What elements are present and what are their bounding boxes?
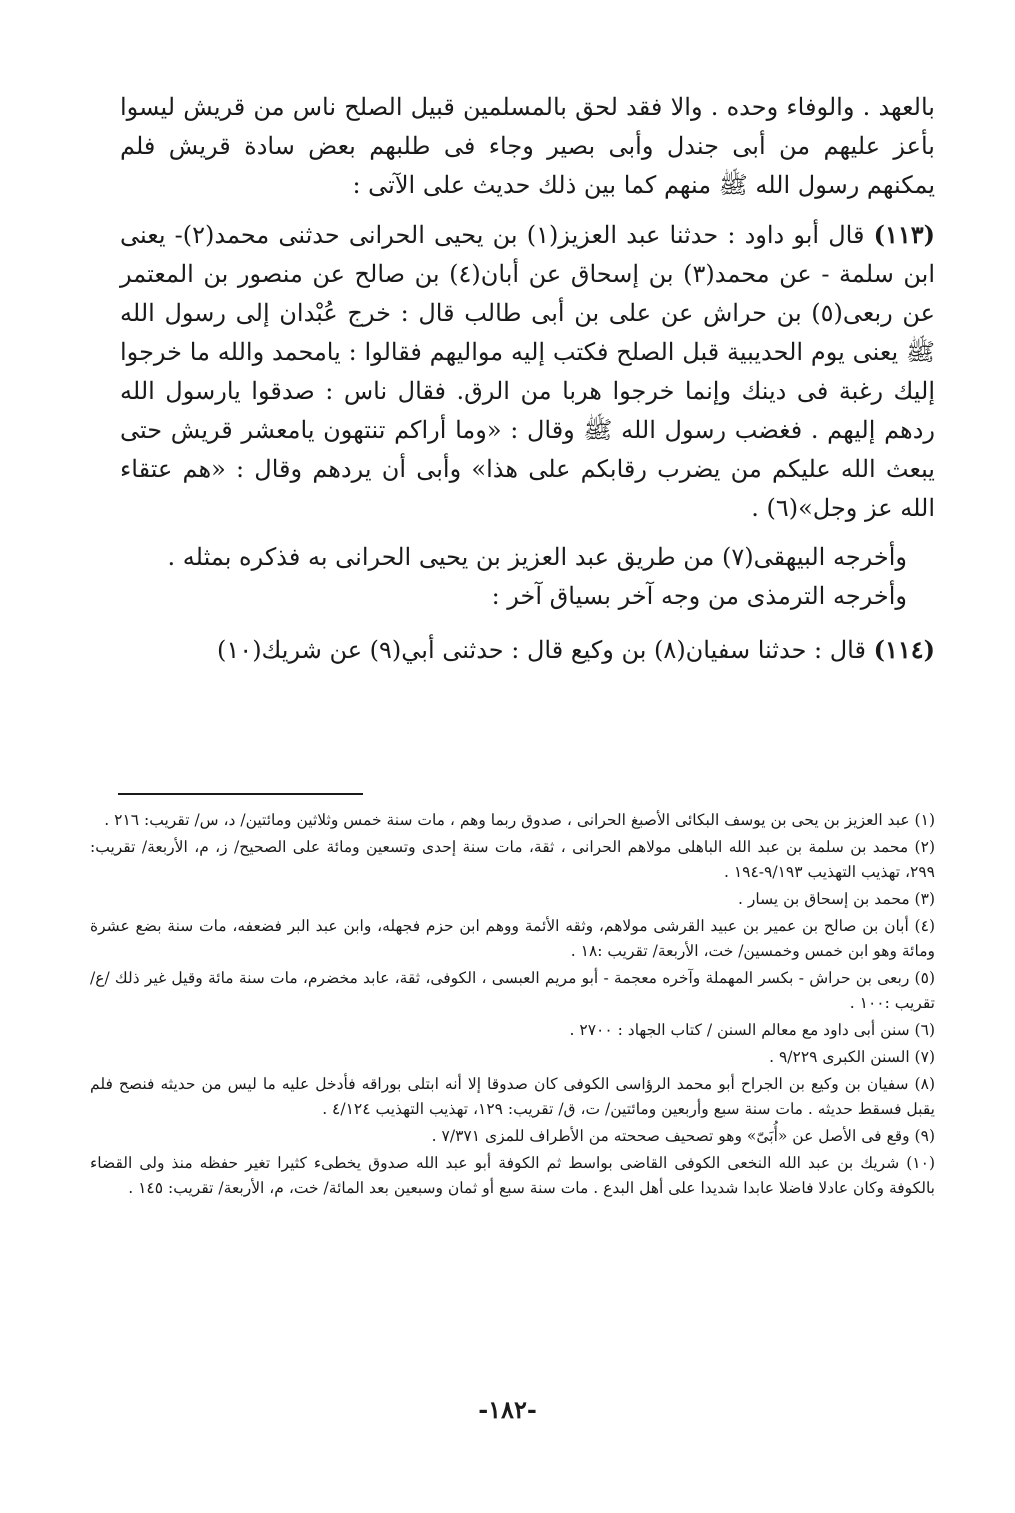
hadith-text: قال أبو داود : حدثنا عبد العزيز(١) بن يحيى الحرانى حدثنى محمد(٢)- يعنى ابن سلمة - عن محمد(٣) بن إسحاق عن أبان(٤) بن صالح عن منصور بن المعتمر عن ربعى(٥) بن حراش عن على بن أبى طالب قال : خرج عُبْدان إلى رسول الله ﷺ يعنى يوم الحديبية قبل الصلح فكتب إليه مواليهم فقالوا : يامحمد والله ما خرجوا إليك رغبة فى دينك وإنما خرجوا هربا من الرق. فقال ناس : صدقوا يارسول الله ردهم إليهم . فغضب رسول الله ﷺ وقال : «وما أراكم تنتهون يامعشر قريش حتى يبعث الله عليكم من يضرب رقابكم على هذا» وأبى أن يردهم وقال : «هم عتقاء الله عز وجل»(٦) . <box>120 221 936 522</box>
bayhaqi-line: وأخرجه البيهقى(٧) من طريق عبد العزيز بن يحيى الحرانى به فذكره بمثله . <box>167 543 907 571</box>
main-text <box>120 88 935 680</box>
footnote: (٦) سنن أبى داود مع معالم السنن / كتاب الجهاد : ٢٧٠٠ . <box>569 1021 935 1039</box>
footnote: (١٠) شريك بن عبد الله النخعى الكوفى القاضى بواسط ثم الكوفة أبو عبد الله صدوق يخطىء كثيرا تغير حفظه منذ ولى القضاء بالكوفة وكان عادلا فاضلا عابدا شديدا على أهل البدع . مات سنة سبع أو ثمان وسبعين بعد المائة/ خت، م، الأربعة/ تقريب: ١٤٥ . <box>90 1154 935 1197</box>
footnote: (٧) السنن الكبرى ٩/٢٢٩ . <box>769 1048 935 1066</box>
footnote: (٩) وقع فى الأصل عن «أُبَىّ» وهو تصحيف صححته من الأطراف للمزى ٧/٣٧١ . <box>431 1127 935 1145</box>
footnote-separator <box>118 793 363 795</box>
hadith-number: (١١٤) <box>873 635 935 664</box>
footnote: (٢) محمد بن سلمة بن عبد الله الباهلى مولاهم الحرانى ، ثقة، مات سنة إحدى وتسعين ومائة على الصحيح/ ز، م، الأربعة/ تقريب: ٢٩٩، تهذيب التهذيب ٩/١٩٣-١٩٤ . <box>90 838 935 881</box>
footnotes <box>90 808 935 1203</box>
tirmidhi-line: وأخرجه الترمذى من وجه آخر بسياق آخر : <box>491 582 907 610</box>
footnote: (١) عبد العزيز بن يحى بن يوسف البكائى الأصبغ الحرانى ، صدوق ربما وهم ، مات سنة خمس وثلاثين ومائتين/ د، س/ تقريب: ٢١٦ . <box>104 811 935 829</box>
footnote: (٣) محمد بن إسحاق بن يسار . <box>738 890 935 908</box>
hadith-113 <box>120 215 935 528</box>
hadith-number: (١١٣) <box>873 220 936 249</box>
hadith-text: قال : حدثنا سفيان(٨) بن وكيع قال : حدثنى أبي(٩) عن شريك(١٠) <box>217 636 866 664</box>
footnote: (٤) أبان بن صالح بن عمير بن عبيد القرشى مولاهم، وثقه الأئمة ووهم ابن حزم فجهله، وابن عبد البر فضعفه، مات سنة بضع عشرة ومائة وهو ابن خمس وخمسين/ خت، الأربعة/ تقريب :١٨ . <box>90 917 935 960</box>
page-number: -١٨٢- <box>478 1395 537 1424</box>
hadith-114 <box>120 630 935 670</box>
footnote: (٥) ربعى بن حراش - بكسر المهملة وآخره معجمة - أبو مريم العبسى ، الكوفى، ثقة، عابد مخضرم، مات سنة مائة وقيل غير ذلك /ع/ تقريب :١٠٠ . <box>90 969 935 1012</box>
intro-paragraph: بالعهد . والوفاء وحده . والا فقد لحق بالمسلمين قبيل الصلح ناس من قريش ليسوا بأعز عليهم من أبى جندل وأبى بصير وجاء فى طلبهم بعض سادة قريش فلم يمكنهم رسول الله ﷺ منهم كما بين ذلك حديث على الآتى : <box>120 93 935 199</box>
footnote: (٨) سفيان بن وكيع بن الجراح أبو محمد الرؤاسى الكوفى كان صدوقا إلا أنه ابتلى بوراقه فأدخل عليه ما ليس من حديثه فنصح فلم يقبل فسقط حديثه . مات سنة سبع وأربعين ومائتين/ ت، ق/ تقريب: ١٢٩، تهذيب التهذيب ٤/١٢٤ . <box>90 1075 935 1118</box>
